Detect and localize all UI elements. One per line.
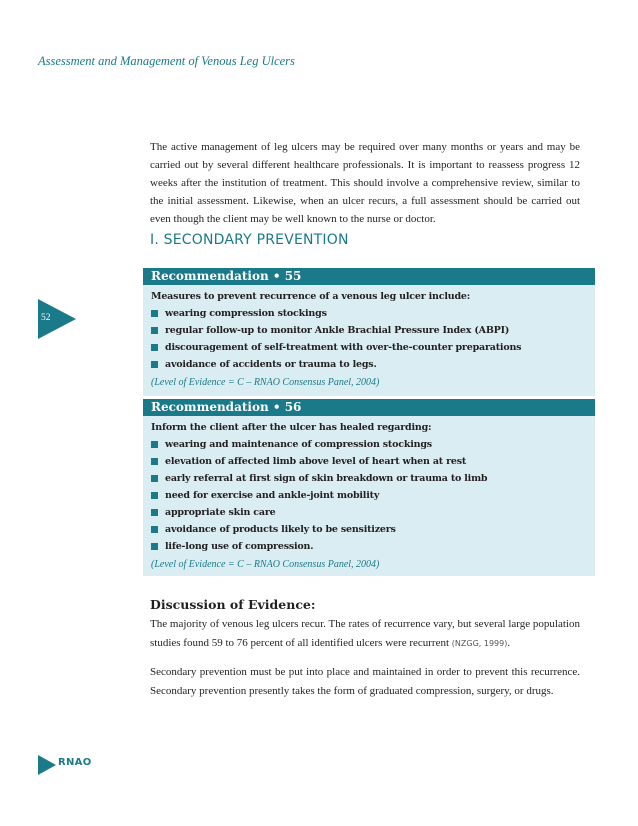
square-bullet-icon — [151, 361, 158, 368]
list-item-text: wearing and maintenance of compression stockings — [165, 439, 432, 450]
list-item-text: avoidance of accidents or trauma to legs. — [165, 359, 377, 370]
list-item — [151, 305, 587, 322]
square-bullet-icon — [151, 441, 158, 448]
square-bullet-icon — [151, 327, 158, 334]
running-header-title: Assessment and Management of Venous Leg Ulcers — [38, 54, 295, 68]
list-item — [151, 470, 587, 487]
list-item-text: avoidance of products likely to be sensitizers — [165, 524, 396, 535]
page-number: 52 — [41, 313, 51, 323]
list-item — [151, 436, 587, 453]
level-of-evidence: (Level of Evidence = C – RNAO Consensus Panel, 2004) — [151, 559, 380, 570]
square-bullet-icon — [151, 509, 158, 516]
list-item-text: wearing compression stockings — [165, 308, 327, 319]
list-item-text: early referral at first sign of skin breakdown or trauma to limb — [165, 473, 488, 484]
list-item — [151, 487, 587, 504]
list-item-text: appropriate skin care — [165, 507, 276, 518]
citation: (NZGG, 1999) — [451, 639, 508, 648]
list-item — [151, 521, 587, 538]
recommendation-box-56 — [143, 399, 595, 576]
square-bullet-icon — [151, 310, 158, 317]
section-heading: I. SECONDARY PREVENTION — [150, 232, 349, 248]
square-bullet-icon — [151, 543, 158, 550]
footer-marker-triangle — [38, 755, 56, 775]
discussion-title: Discussion of Evidence: — [150, 597, 316, 612]
list-item-text: life-long use of compression. — [165, 541, 314, 552]
list-item-text: regular follow-up to monitor Ankle Brachial Pressure Index (ABPI) — [165, 325, 510, 336]
recommendation-box-55 — [143, 268, 595, 396]
recommendation-title: Recommendation • 55 — [143, 268, 595, 285]
list-item-text: elevation of affected limb above level of heart when at rest — [165, 456, 467, 467]
discussion-text: The majority of venous leg ulcers recur. The rates of recurrence vary, but several large population studies found 59 to 76 percent of all identified ulcers were recurrent — [150, 618, 580, 649]
recommendation-list — [151, 436, 587, 555]
list-item-text: need for exercise and ankle-joint mobility — [165, 490, 380, 501]
list-item — [151, 538, 587, 555]
recommendation-lead: Measures to prevent recurrence of a venous leg ulcer include: — [151, 291, 471, 302]
recommendation-lead: Inform the client after the ulcer has healed regarding: — [151, 422, 432, 433]
sentence-end: . — [507, 637, 511, 649]
list-item-text: discouragement of self-treatment with over-the-counter preparations — [165, 342, 522, 353]
intro-paragraph: The active management of leg ulcers may be required over many months or years and may be carried out by several different healthcare professionals. It is important to reassess progress 12 weeks after the institution of treatment. This should involve a comprehensive review, similar to the initial assessment. Likewise, when an ulcer recurs, a full assessment should be carried out even though the client may be well known to the nurse or doctor. — [150, 141, 580, 225]
list-item — [151, 339, 587, 356]
level-of-evidence: (Level of Evidence = C – RNAO Consensus Panel, 2004) — [151, 377, 380, 388]
list-item — [151, 356, 587, 373]
recommendation-list — [151, 305, 587, 373]
rnao-logo: RNAO — [58, 757, 92, 768]
discussion-paragraph-2: Secondary prevention must be put into place and maintained in order to prevent this recurrence. Secondary prevention presently takes the form of graduated compression, surgery, or drugs. — [150, 666, 580, 697]
square-bullet-icon — [151, 526, 158, 533]
list-item — [151, 504, 587, 521]
list-item — [151, 453, 587, 470]
square-bullet-icon — [151, 344, 158, 351]
square-bullet-icon — [151, 475, 158, 482]
square-bullet-icon — [151, 458, 158, 465]
square-bullet-icon — [151, 492, 158, 499]
discussion-paragraph-1 — [150, 615, 580, 653]
recommendation-title: Recommendation • 56 — [143, 399, 595, 416]
list-item — [151, 322, 587, 339]
